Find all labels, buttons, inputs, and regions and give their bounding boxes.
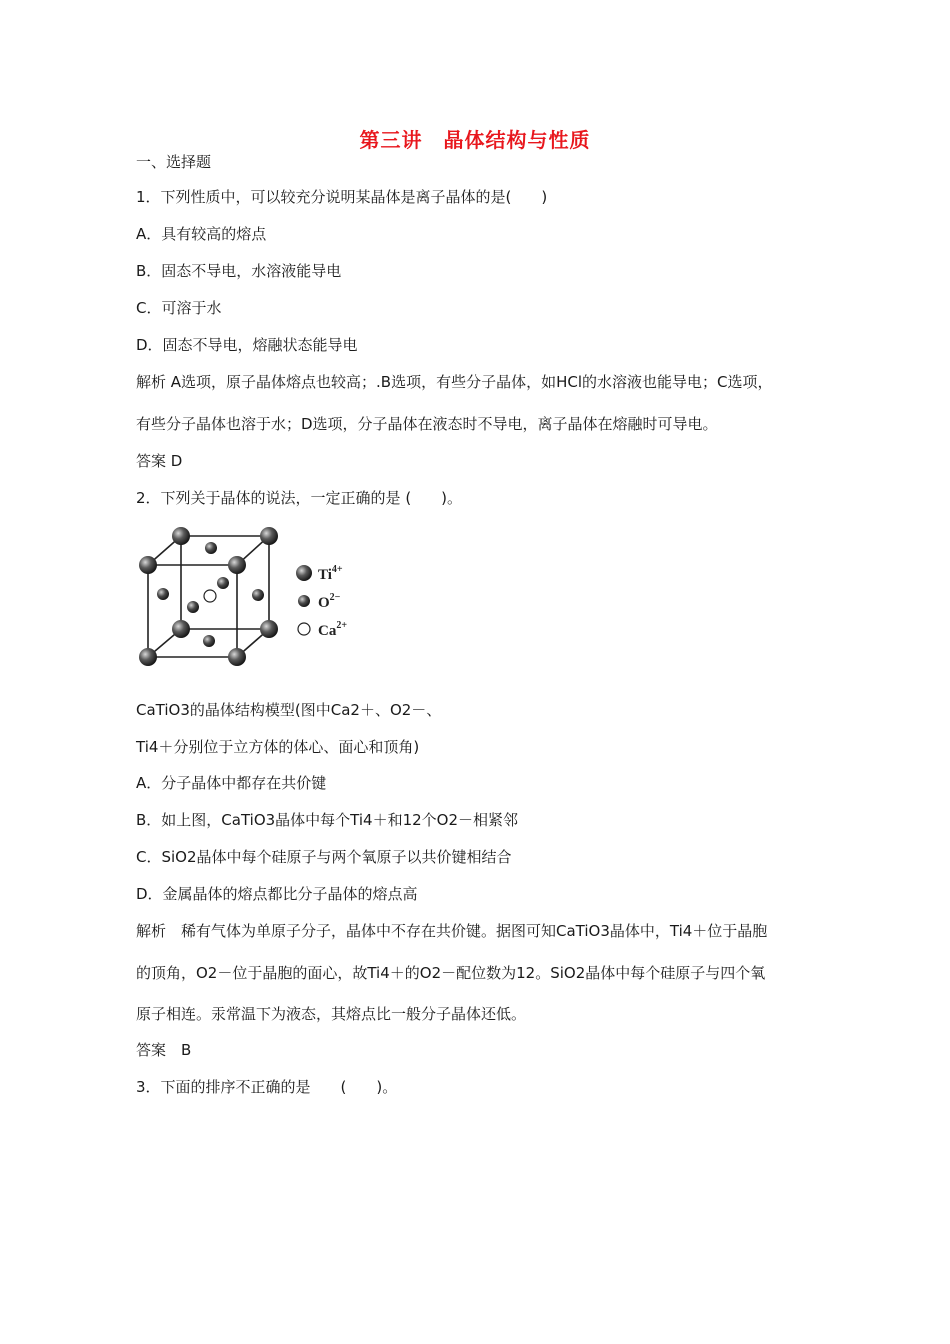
legend-ca-label: $Ca^{2+}$ — [318, 620, 348, 639]
q1-analysis-line-1: 解析 A选项，原子晶体熔点也较高；.B选项，有些分子晶体，如HCl的水溶液也能导电；C选项， — [136, 373, 773, 391]
q2-analysis-line-3: 原子相连。汞常温下为液态，其熔点比一般分子晶体还低。 — [136, 1005, 527, 1023]
legend-ca-marker — [298, 623, 310, 635]
catio3-unit-cell-diagram — [136, 522, 366, 672]
q2-analysis-line-1: 解析 稀有气体为单原子分子，晶体中不存在共价键。据图可知CaTiO3晶体中，Ti4＋位于晶胞 — [136, 922, 768, 940]
q2-analysis-line-2: 的顶角，O2－位于晶胞的面心，故Ti4＋的O2－配位数为12。SiO2晶体中每个硅原子与四个氧 — [136, 964, 766, 982]
legend-ti-marker — [296, 565, 312, 581]
q3-stem: 3．下面的排序不正确的是 ( )。 — [136, 1078, 398, 1096]
q1-analysis-line-2: 有些分子晶体也溶于水；D选项，分子晶体在液态时不导电，离子晶体在熔融时可导电。 — [136, 415, 718, 433]
q1-answer: 答案 D — [136, 452, 183, 470]
crystal-structure-figure — [136, 522, 366, 672]
q2-option-a: A．分子晶体中都存在共价键 — [136, 774, 327, 792]
q1-option-d: D．固态不导电，熔融状态能导电 — [136, 336, 358, 354]
figure-legend — [296, 564, 347, 639]
q2-option-b: B．如上图，CaTiO3晶体中每个Ti4＋和12个O2－相紧邻 — [136, 811, 519, 829]
q2-option-d: D．金属晶体的熔点都比分子晶体的熔点高 — [136, 885, 418, 903]
q2-option-c: C．SiO2晶体中每个硅原子与两个氧原子以共价键相结合 — [136, 848, 512, 866]
q1-stem: 1．下列性质中，可以较充分说明某晶体是离子晶体的是( ) — [136, 188, 548, 206]
q1-option-b: B．固态不导电，水溶液能导电 — [136, 262, 342, 280]
q1-option-a: A．具有较高的熔点 — [136, 225, 267, 243]
document-title: 第三讲 晶体结构与性质 — [359, 128, 591, 152]
section-heading: 一、选择题 — [136, 153, 212, 171]
legend-o-marker — [298, 595, 310, 607]
q2-answer: 答案 B — [136, 1041, 192, 1059]
q2-stem: 2．下列关于晶体的说法，一定正确的是 ( )。 — [136, 489, 463, 507]
q2-figure-caption-line-1: CaTiO3的晶体结构模型(图中Ca2＋、O2－、 — [136, 701, 442, 719]
q1-option-c: C．可溶于水 — [136, 299, 222, 317]
q2-figure-caption-line-2: Ti4＋分别位于立方体的体心、面心和顶角) — [136, 738, 420, 756]
legend-o-label: $O^{2-}$ — [318, 592, 341, 611]
legend-ti-label: $Ti^{4+}$ — [318, 564, 343, 583]
body-center-atom — [204, 590, 216, 602]
